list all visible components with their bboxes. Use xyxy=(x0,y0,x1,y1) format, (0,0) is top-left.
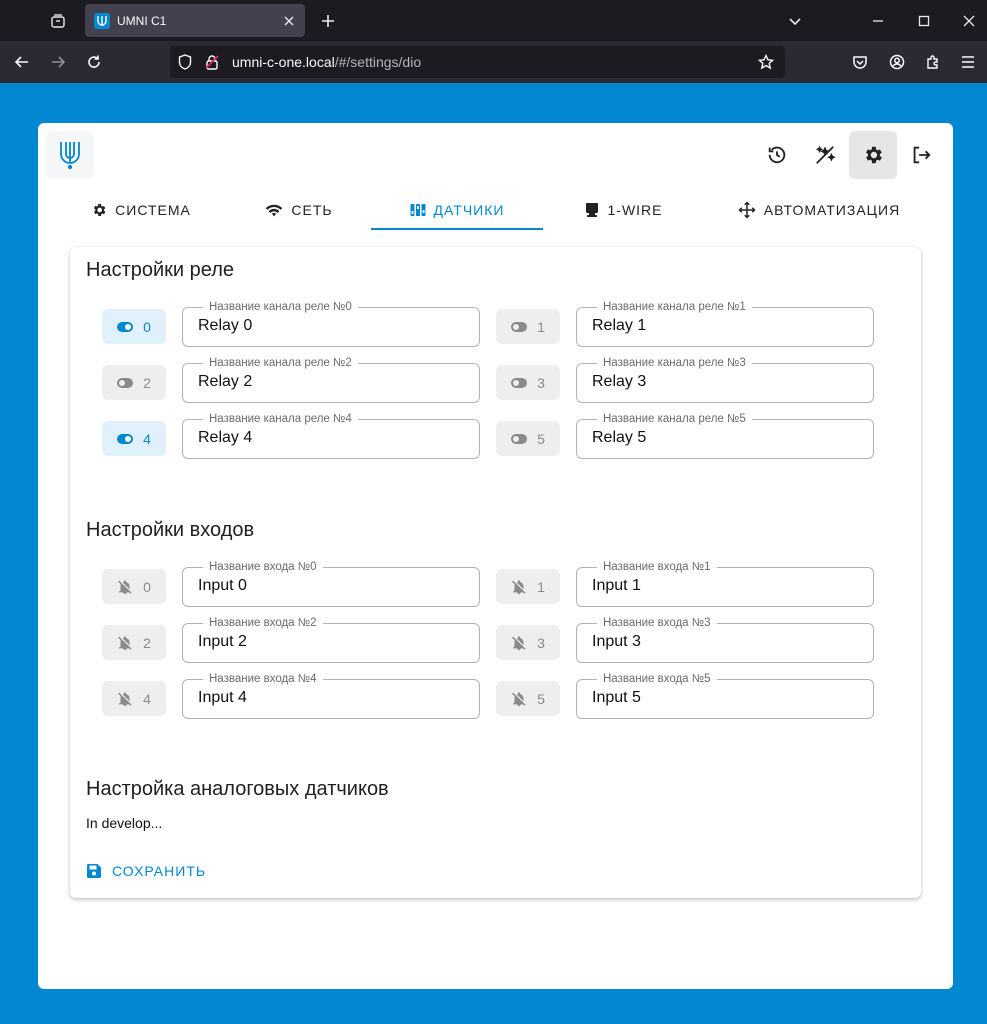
umni-logo[interactable] xyxy=(46,131,94,179)
bell-off-icon xyxy=(117,579,133,595)
new-tab-icon[interactable] xyxy=(316,9,340,33)
input-number: 0 xyxy=(143,578,151,595)
bell-off-icon xyxy=(511,635,527,651)
input-notify-toggle-0[interactable] xyxy=(102,569,166,604)
input-notify-toggle-3[interactable] xyxy=(496,625,560,660)
toggle-on-icon xyxy=(117,322,133,332)
close-tab-icon[interactable] xyxy=(277,9,301,33)
maximize-icon[interactable] xyxy=(912,9,936,33)
relay-name-input-0[interactable] xyxy=(198,317,468,335)
relay-toggle-2[interactable] xyxy=(102,365,166,400)
input-notify-toggle-2[interactable] xyxy=(102,625,166,660)
save-button-label: СОХРАНИТЬ xyxy=(112,863,207,879)
input-settings-title: Настройки входов xyxy=(86,519,255,541)
url-bar[interactable] xyxy=(170,46,785,78)
relay-name-label: Название канала реле №5 xyxy=(597,412,752,426)
input-notify-toggle-1[interactable] xyxy=(496,569,560,604)
input-name-label: Название входа №5 xyxy=(597,672,717,686)
tab-sensors-label: ДАТЧИКИ xyxy=(433,202,505,218)
auto-theme-icon xyxy=(814,144,836,166)
relay-name-label: Название канала реле №2 xyxy=(203,356,358,370)
toggle-off-icon xyxy=(511,322,527,332)
browser-tab-bar xyxy=(0,0,987,41)
input-name-label: Название входа №1 xyxy=(597,560,717,574)
tab-1-wire-label: 1-WIRE xyxy=(607,202,663,218)
tab-system[interactable] xyxy=(76,189,206,231)
url-host: umni-c-one.local xyxy=(232,54,335,70)
relay-toggle-0[interactable] xyxy=(102,309,166,344)
relay-name-field-3 xyxy=(576,357,874,403)
url-text[interactable] xyxy=(232,54,421,70)
relay-name-field-2 xyxy=(182,357,480,403)
save-button[interactable] xyxy=(86,859,206,883)
input-number: 5 xyxy=(537,690,545,707)
tab-automation-label: АВТОМАТИЗАЦИЯ xyxy=(763,202,901,218)
menu-icon[interactable] xyxy=(956,50,980,74)
input-name-label: Название входа №3 xyxy=(597,616,717,630)
account-icon[interactable] xyxy=(885,50,909,74)
tab-sensors[interactable] xyxy=(371,189,543,231)
logout-icon xyxy=(910,144,932,166)
input-notify-toggle-5[interactable] xyxy=(496,681,560,716)
input-name-input-2[interactable] xyxy=(198,633,468,651)
bell-off-icon xyxy=(511,579,527,595)
input-name-field-1 xyxy=(576,561,874,607)
relay-number: 3 xyxy=(537,374,545,391)
history-button[interactable] xyxy=(753,131,801,179)
input-name-field-5 xyxy=(576,673,874,719)
browser-nav-bar xyxy=(0,41,987,83)
in-development-text: In develop... xyxy=(86,815,163,831)
minimize-icon[interactable] xyxy=(866,9,890,33)
tab-overview-icon[interactable] xyxy=(46,9,70,33)
close-window-icon[interactable] xyxy=(957,9,981,33)
relay-toggle-5[interactable] xyxy=(496,421,560,456)
relay-name-input-5[interactable] xyxy=(592,429,862,447)
relay-name-label: Название канала реле №0 xyxy=(203,300,358,314)
input-name-input-1[interactable] xyxy=(592,577,862,595)
analog-settings-title: Настройка аналоговых датчиков xyxy=(86,778,389,800)
relay-name-label: Название канала реле №3 xyxy=(597,356,752,370)
relay-number: 2 xyxy=(143,374,151,391)
extensions-icon[interactable] xyxy=(921,50,945,74)
input-number: 3 xyxy=(537,634,545,651)
tab-automation[interactable] xyxy=(724,189,914,231)
history-icon xyxy=(766,144,788,166)
tab-1-wire[interactable] xyxy=(568,189,678,231)
input-number: 4 xyxy=(143,690,151,707)
back-icon[interactable] xyxy=(10,50,34,74)
pocket-icon[interactable] xyxy=(848,50,872,74)
toggle-off-icon xyxy=(511,434,527,444)
relay-toggle-4[interactable] xyxy=(102,421,166,456)
forward-icon[interactable] xyxy=(46,50,70,74)
bell-off-icon xyxy=(117,691,133,707)
app-card xyxy=(38,123,953,989)
relay-name-input-1[interactable] xyxy=(592,317,862,335)
gear-icon xyxy=(862,144,884,166)
reload-icon[interactable] xyxy=(82,50,106,74)
chip-icon xyxy=(584,202,600,218)
chevron-down-icon[interactable] xyxy=(783,9,807,33)
relay-name-input-4[interactable] xyxy=(198,429,468,447)
browser-tab-title: UMNI C1 xyxy=(117,13,167,28)
relay-name-field-5 xyxy=(576,413,874,459)
toggle-off-icon xyxy=(117,378,133,388)
input-name-input-5[interactable] xyxy=(592,689,862,707)
relay-number: 1 xyxy=(537,318,545,335)
input-number: 2 xyxy=(143,634,151,651)
logout-button[interactable] xyxy=(897,131,945,179)
input-name-field-2 xyxy=(182,617,480,663)
shield-icon[interactable] xyxy=(176,53,194,71)
url-path: /#/settings/dio xyxy=(334,54,422,70)
sensors-settings-panel xyxy=(70,247,921,898)
selected-tab-indicator xyxy=(371,228,543,230)
relay-name-field-4 xyxy=(182,413,480,459)
gear-icon xyxy=(91,202,107,218)
input-name-input-4[interactable] xyxy=(198,689,468,707)
relay-name-label: Название канала реле №4 xyxy=(203,412,358,426)
sensors-icon xyxy=(410,202,426,218)
input-number: 1 xyxy=(537,578,545,595)
input-name-label: Название входа №2 xyxy=(203,616,323,630)
relay-toggle-3[interactable] xyxy=(496,365,560,400)
browser-tab[interactable] xyxy=(85,4,305,37)
relay-number: 5 xyxy=(537,430,545,447)
toggle-off-icon xyxy=(511,378,527,388)
tab-network-label: СЕТЬ xyxy=(291,202,333,218)
insecure-lock-icon[interactable] xyxy=(203,53,221,71)
input-name-field-4 xyxy=(182,673,480,719)
relay-name-field-1 xyxy=(576,301,874,347)
input-name-label: Название входа №4 xyxy=(203,672,323,686)
input-name-field-3 xyxy=(576,617,874,663)
bookmark-star-icon[interactable] xyxy=(757,53,775,71)
settings-button[interactable] xyxy=(849,131,897,179)
input-name-input-3[interactable] xyxy=(592,633,862,651)
settings-tabs xyxy=(38,189,953,231)
toggle-on-icon xyxy=(117,434,133,444)
input-notify-toggle-4[interactable] xyxy=(102,681,166,716)
bell-off-icon xyxy=(511,691,527,707)
relay-number: 4 xyxy=(143,430,151,447)
relay-toggle-1[interactable] xyxy=(496,309,560,344)
relay-name-field-0 xyxy=(182,301,480,347)
relay-name-input-3[interactable] xyxy=(592,373,862,391)
theme-toggle-button[interactable] xyxy=(801,131,849,179)
umni-favicon xyxy=(94,13,110,29)
relay-name-input-2[interactable] xyxy=(198,373,468,391)
relay-number: 0 xyxy=(143,318,151,335)
input-name-label: Название входа №0 xyxy=(203,560,323,574)
wifi-icon xyxy=(265,202,283,218)
tab-network[interactable] xyxy=(244,189,354,231)
bell-off-icon xyxy=(117,635,133,651)
input-name-input-0[interactable] xyxy=(198,577,468,595)
input-name-field-0 xyxy=(182,561,480,607)
relay-settings-title: Настройки реле xyxy=(86,259,234,281)
tab-system-label: СИСТЕМА xyxy=(115,202,191,218)
floppy-disk-icon xyxy=(86,863,102,879)
relay-name-label: Название канала реле №1 xyxy=(597,300,752,314)
automation-icon xyxy=(738,201,756,219)
